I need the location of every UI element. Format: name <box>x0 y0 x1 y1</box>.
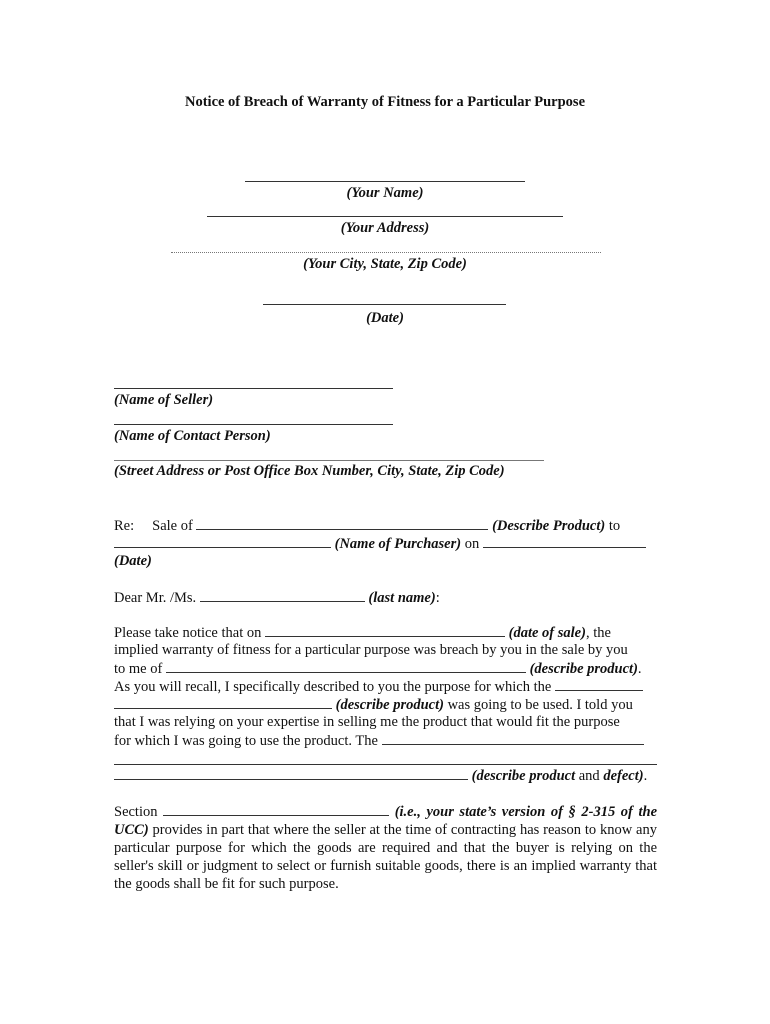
purchaser-label: (Name of Purchaser) <box>334 536 462 552</box>
your-city-label: (Your City, State, Zip Code) <box>303 256 467 272</box>
your-name-line[interactable] <box>245 181 525 182</box>
dear-text: Dear Mr. /Ms. <box>114 590 197 606</box>
last-name-label: (last name) <box>368 590 436 606</box>
body-line-1 <box>114 623 611 642</box>
seller-label: (Name of Seller) <box>114 392 214 408</box>
body-text: As you will recall, I specifically described to you the purpose for which the <box>114 679 552 695</box>
defect-label: defect) <box>603 768 644 784</box>
body-line-5 <box>114 695 633 714</box>
defect-blank-3[interactable] <box>114 766 468 780</box>
body-line-3 <box>114 659 642 678</box>
purchaser-blank[interactable] <box>114 534 331 548</box>
defect-blank-2[interactable] <box>114 764 657 765</box>
date-line[interactable] <box>263 304 506 305</box>
product-blank[interactable] <box>196 516 488 530</box>
body-text: . <box>637 661 642 677</box>
street-line[interactable] <box>114 460 544 461</box>
product-blank-2[interactable] <box>166 659 526 673</box>
your-city-line[interactable] <box>171 252 601 253</box>
salutation-colon: : <box>435 590 440 606</box>
date-of-sale-blank[interactable] <box>265 623 505 637</box>
describe-product-defect-label: (describe product <box>471 768 576 784</box>
body-text: Please take notice that on <box>114 625 262 641</box>
describe-product-label: (Describe Product) <box>492 518 606 534</box>
section-paragraph <box>114 802 657 893</box>
re-date-blank[interactable] <box>483 534 646 548</box>
section-prefix: Section <box>114 804 158 820</box>
on-text: on <box>464 536 480 552</box>
re-date-label: (Date) <box>114 553 152 569</box>
your-name-label: (Your Name) <box>346 185 424 201</box>
section-blank[interactable] <box>163 802 389 816</box>
section-cite: (i.e., your state’s version of § 2-315 of the UCC) <box>114 804 658 838</box>
defect-blank-1[interactable] <box>382 731 644 745</box>
contact-label: (Name of Contact Person) <box>114 428 271 444</box>
re-line <box>114 516 620 535</box>
re-line-2 <box>114 534 646 553</box>
body-text: was going to be used. I told you <box>447 697 633 713</box>
body-line-6: that I was relying on your expertise in selling me the product that would fit the purpose <box>114 714 620 730</box>
your-address-line[interactable] <box>207 216 563 217</box>
describe-product-label-2: (describe product) <box>529 661 638 677</box>
body-text: to me of <box>114 661 163 677</box>
date-of-sale-label: (date of sale) <box>508 625 586 641</box>
to-text: to <box>608 518 621 534</box>
salutation <box>114 588 440 607</box>
body-text: , the <box>585 625 611 641</box>
body-line-7 <box>114 731 644 750</box>
date-label: (Date) <box>366 310 404 326</box>
your-address-label: (Your Address) <box>340 220 430 236</box>
sale-of-text: Sale of <box>152 518 193 534</box>
contact-line[interactable] <box>114 424 393 425</box>
body-line-2: implied warranty of fitness for a particular purpose was breach by you in the sale by you <box>114 642 628 658</box>
street-label: (Street Address or Post Office Box Number, City, State, Zip Code) <box>114 463 505 479</box>
body-line-4 <box>114 677 643 696</box>
section-text: provides in part that where the seller at the time of contracting has reason to know any particular purpose for which the goods are required and that the buyer is relying on the seller's skill or judgment to select or furnish suitable goods, there is an implied warranty that the goods shall be fit for such purpose. <box>114 822 657 892</box>
body-line-9 <box>114 766 647 785</box>
last-name-blank[interactable] <box>200 588 365 602</box>
product-blank-3[interactable] <box>555 677 643 691</box>
product-blank-4[interactable] <box>114 695 332 709</box>
body-text: for which I was going to use the product. The <box>114 733 378 749</box>
body-text: . <box>643 768 648 784</box>
describe-product-label-3: (describe product) <box>335 697 444 713</box>
re-prefix: Re: <box>114 518 135 534</box>
body-text: and <box>578 768 600 784</box>
seller-line[interactable] <box>114 388 393 389</box>
document-title: Notice of Breach of Warranty of Fitness for a Particular Purpose <box>184 94 586 110</box>
